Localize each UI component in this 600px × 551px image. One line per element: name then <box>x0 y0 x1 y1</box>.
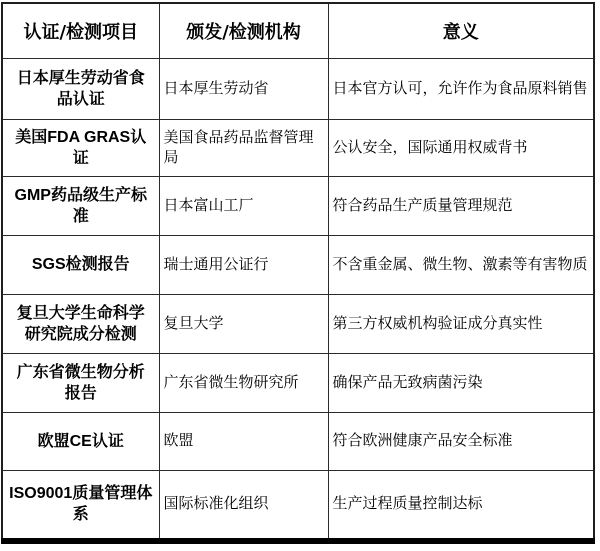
table-row <box>2 58 594 119</box>
table-row <box>2 235 594 294</box>
table-header-row <box>2 3 594 58</box>
cell-org: 欧盟 <box>159 412 328 470</box>
cell-org: 美国食品药品监督管理局 <box>159 119 328 176</box>
cell-item: 复旦大学生命科学研究院成分检测 <box>2 294 159 353</box>
cell-item: 美国FDA GRAS认证 <box>2 119 159 176</box>
cell-meaning: 第三方权威机构验证成分真实性 <box>328 294 594 353</box>
cell-org: 复旦大学 <box>159 294 328 353</box>
cell-meaning: 公认安全，国际通用权威背书 <box>328 119 594 176</box>
cell-meaning: 不含重金属、微生物、激素等有害物质 <box>328 235 594 294</box>
cell-org: 日本富山工厂 <box>159 176 328 235</box>
header-cell-meaning: 意义 <box>328 3 594 58</box>
cell-meaning: 符合欧洲健康产品安全标准 <box>328 412 594 470</box>
cell-item: 日本厚生劳动省食品认证 <box>2 58 159 119</box>
cell-item: 广东省微生物分析报告 <box>2 353 159 412</box>
table-row <box>2 119 594 176</box>
cell-org: 广东省微生物研究所 <box>159 353 328 412</box>
cell-meaning: 生产过程质量控制达标 <box>328 470 594 541</box>
cell-meaning: 日本官方认可，允许作为食品原料销售 <box>328 58 594 119</box>
table-row <box>2 353 594 412</box>
certification-table <box>1 2 595 544</box>
header-cell-org: 颁发/检测机构 <box>159 3 328 58</box>
cell-org: 日本厚生劳动省 <box>159 58 328 119</box>
table-row <box>2 294 594 353</box>
cell-item: GMP药品级生产标准 <box>2 176 159 235</box>
cell-item: ISO9001质量管理体系 <box>2 470 159 541</box>
cell-org: 国际标准化组织 <box>159 470 328 541</box>
cell-item: 欧盟CE认证 <box>2 412 159 470</box>
cell-item: SGS检测报告 <box>2 235 159 294</box>
table-row <box>2 412 594 470</box>
header-cell-item: 认证/检测项目 <box>2 3 159 58</box>
cell-org: 瑞士通用公证行 <box>159 235 328 294</box>
cell-meaning: 确保产品无致病菌污染 <box>328 353 594 412</box>
table-row <box>2 176 594 235</box>
cell-meaning: 符合药品生产质量管理规范 <box>328 176 594 235</box>
table-row <box>2 470 594 541</box>
